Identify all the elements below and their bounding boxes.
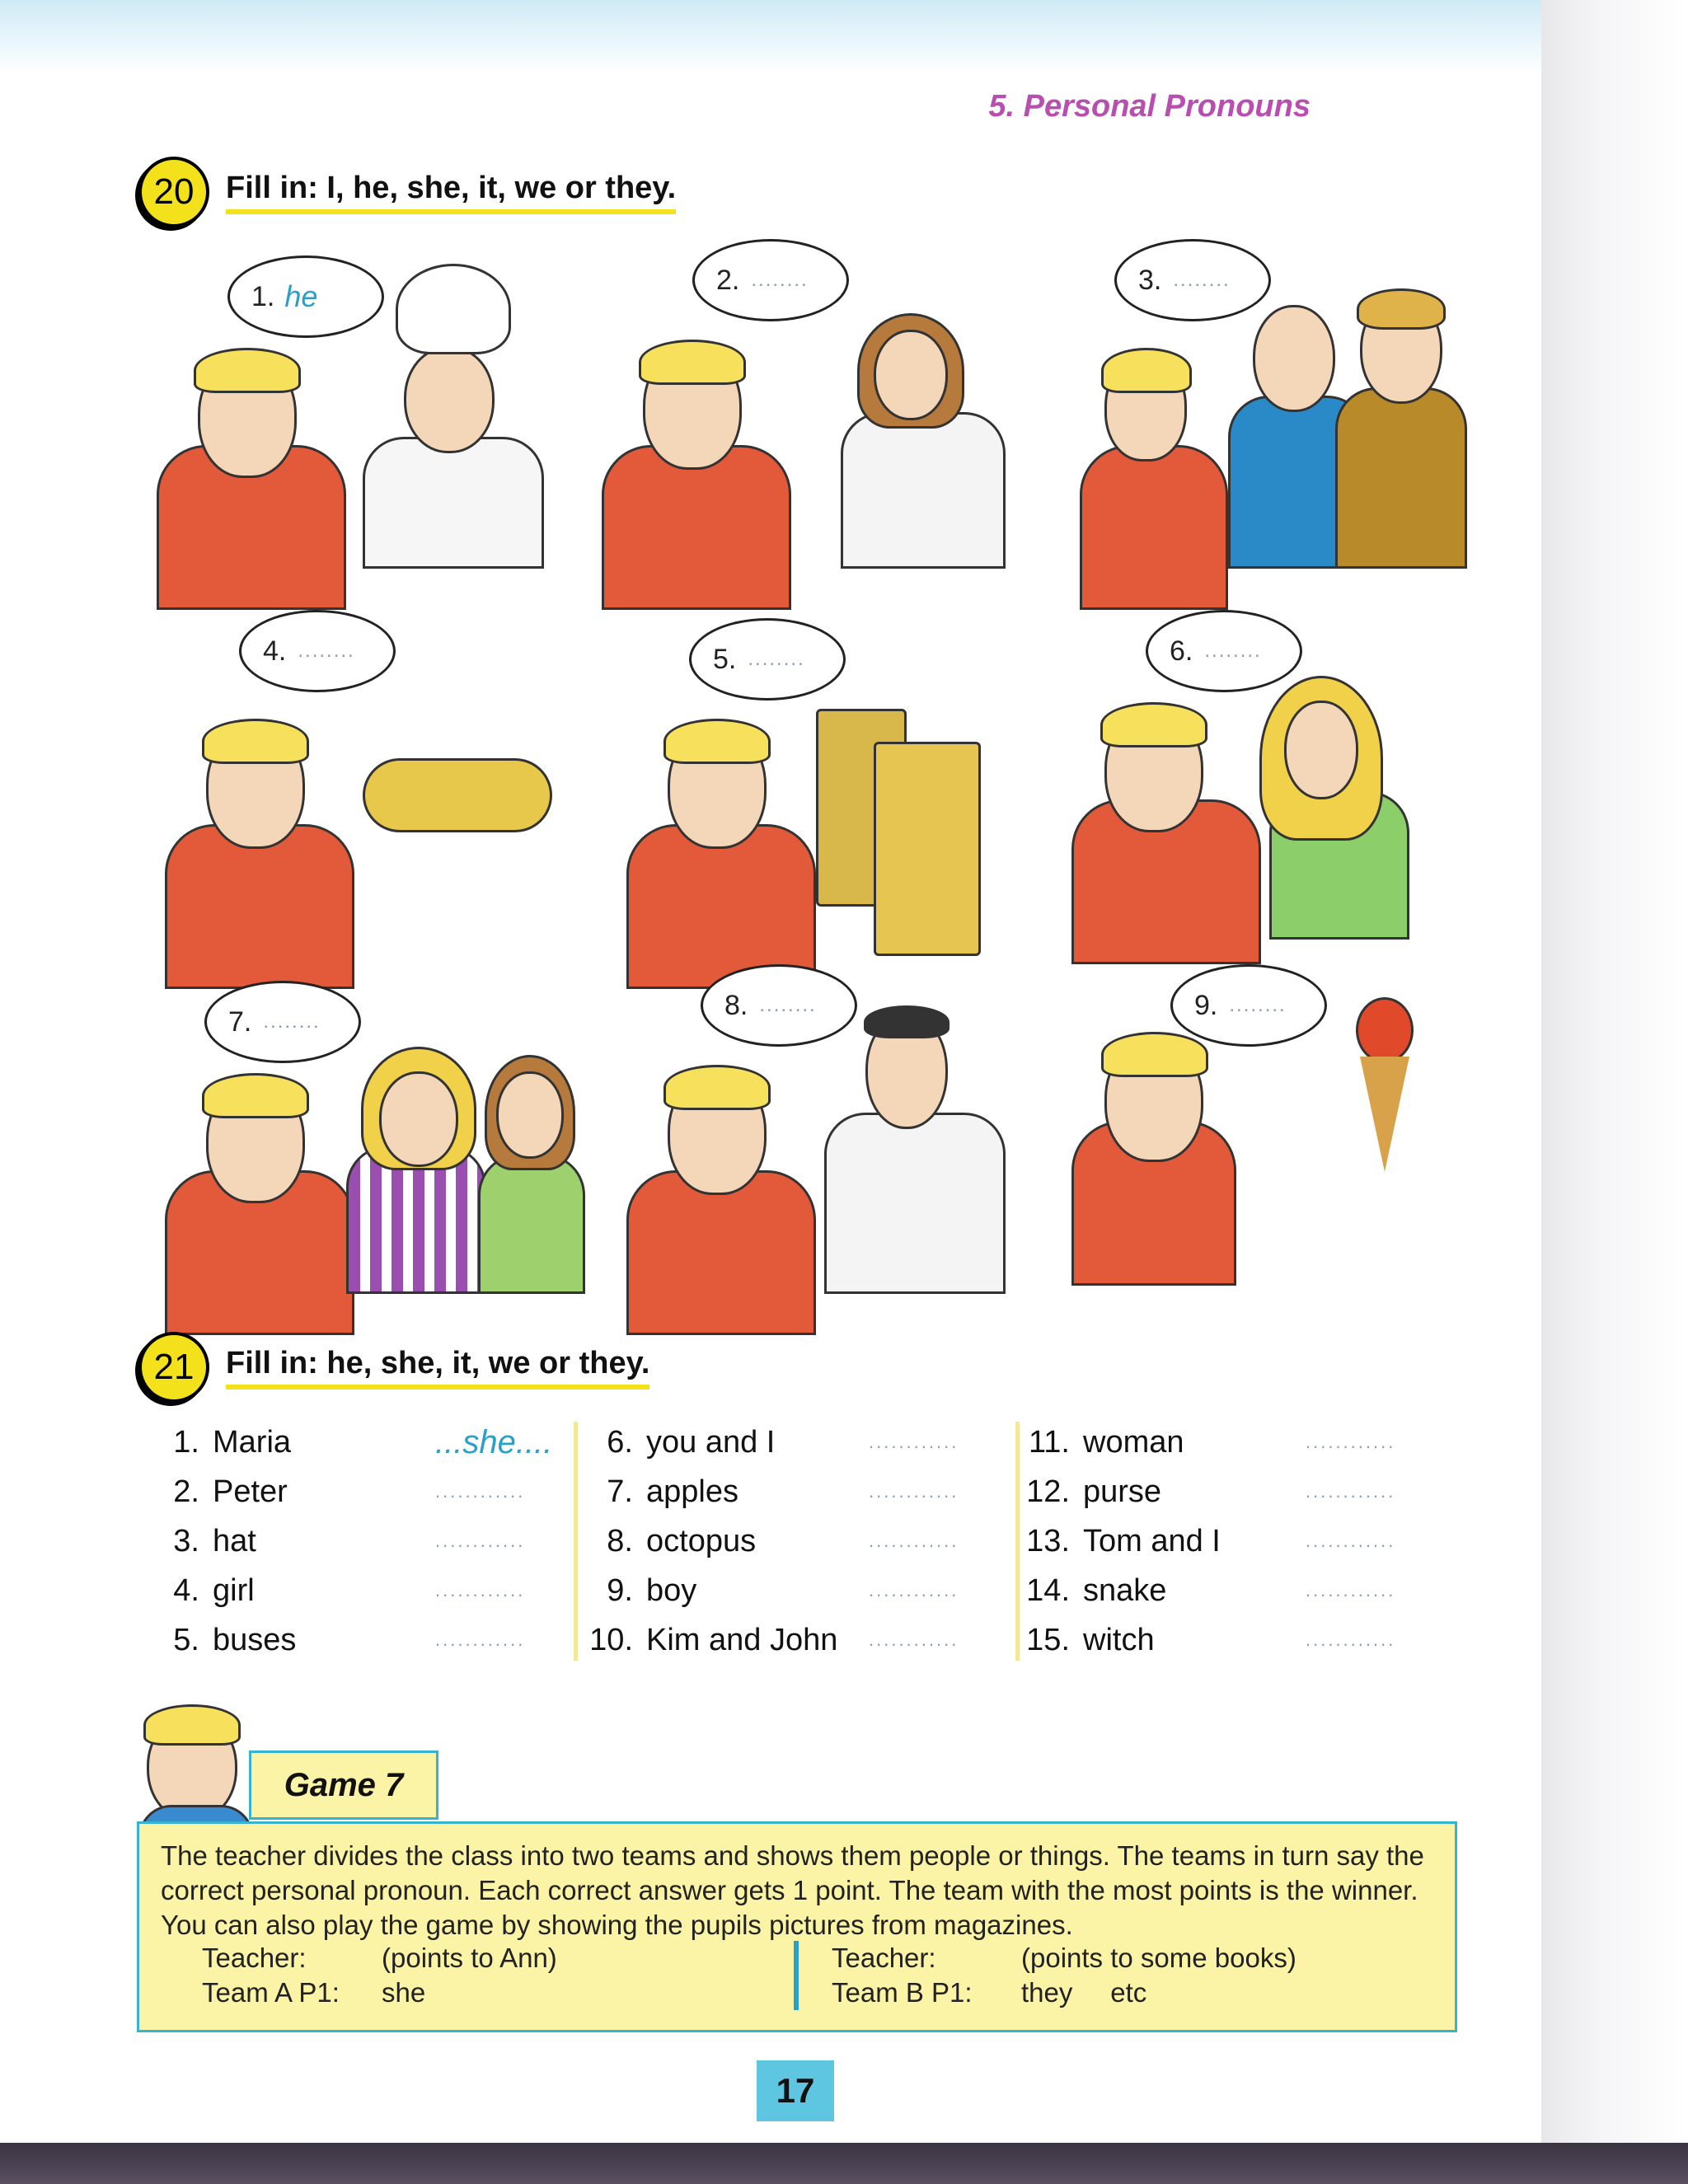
speech-bubble-7 [204, 981, 361, 1063]
dialog-text: (points to Ann) [382, 1943, 557, 1973]
item-answer[interactable]: ............ [1306, 1432, 1396, 1452]
chef-hat-icon [396, 264, 511, 354]
item-word: woman [1083, 1424, 1184, 1460]
item-word: buses [213, 1622, 297, 1657]
woman-head [874, 330, 948, 420]
exercise-20-instruction: Fill in: I, he, she, it, we or they. [226, 171, 676, 214]
item-word: Peter [213, 1474, 288, 1509]
dialog-divider [794, 1941, 799, 2010]
list-item [588, 1566, 1020, 1615]
scene-1 [148, 239, 610, 569]
item-word: Tom and I [1083, 1523, 1221, 1558]
item-number: 15. [1026, 1622, 1070, 1657]
item-answer[interactable]: ............ [1306, 1629, 1396, 1650]
item-answer[interactable]: ............ [1306, 1580, 1396, 1601]
speech-bubble-2 [692, 239, 849, 321]
woman-head [379, 1071, 458, 1167]
boy-hair [1101, 1032, 1208, 1077]
item-answer[interactable]: ...she.... [435, 1423, 553, 1460]
boy-hair [663, 1065, 771, 1110]
speech-bubble-8 [701, 964, 857, 1047]
item-word: Maria [213, 1424, 292, 1460]
page-top-band [0, 0, 1541, 74]
chair-icon [874, 742, 981, 956]
item-word: apples [646, 1474, 738, 1509]
scene-6 [1071, 610, 1533, 940]
list-item [588, 1418, 1020, 1467]
list-item [155, 1615, 584, 1665]
dialog-right [832, 1941, 1296, 2010]
item-answer[interactable]: ............ [1306, 1530, 1396, 1551]
word-column-1 [155, 1418, 584, 1665]
boy-figure [626, 1170, 816, 1335]
man-hair [1357, 288, 1446, 330]
boy-hair [202, 719, 309, 764]
item-word: boy [646, 1572, 697, 1608]
scene-4 [148, 610, 610, 940]
dialog-text: they etc [1021, 1977, 1147, 2008]
dialog-left [202, 1941, 557, 2010]
list-item [155, 1418, 584, 1467]
speech-bubble-5 [689, 618, 846, 701]
section-title: 5. Personal Pronouns [988, 89, 1311, 124]
woman-head [496, 1071, 564, 1159]
doctor-woman-figure [841, 412, 1006, 569]
item-word: octopus [646, 1523, 757, 1558]
item-answer[interactable]: ............ [869, 1629, 959, 1650]
list-item [1025, 1615, 1449, 1665]
game-title: Game 7 [249, 1750, 438, 1820]
bubble-label: 6. [1170, 635, 1193, 667]
game-description: The teacher divides the class into two teams and shows them people or things. The teams in turn say the correct personal pronoun. Each correct answer gets 1 point. The team with the most points is the winner. You can also play the game by showing the pupils pictures from magazines. [161, 1840, 1424, 1940]
item-answer[interactable]: ............ [869, 1530, 959, 1551]
list-item [588, 1615, 1020, 1665]
exercise-21-word-list [155, 1418, 1449, 1665]
bubble-dots: ........ [263, 1010, 321, 1033]
item-number: 12. [1026, 1474, 1070, 1509]
bubble-label: 4. [263, 635, 287, 667]
speech-bubble-6 [1146, 610, 1302, 692]
item-number: 4. [173, 1572, 199, 1608]
list-item [1025, 1566, 1449, 1615]
item-answer[interactable]: ............ [869, 1432, 959, 1452]
scene-2 [602, 239, 1063, 569]
bubble-dots: ........ [1173, 269, 1231, 291]
boy-hair [663, 719, 771, 764]
bubble-answer: he [284, 279, 318, 313]
doctor-hair [864, 1005, 950, 1038]
woman-green-figure [478, 1154, 585, 1294]
chef-figure [363, 437, 544, 569]
exercise-21-instruction: Fill in: he, she, it, we or they. [226, 1346, 649, 1390]
exercise-21-number: 21 [138, 1332, 209, 1403]
list-item [155, 1467, 584, 1516]
scene-7 [165, 964, 626, 1294]
bubble-label: 8. [724, 989, 748, 1021]
dialog-line [832, 1941, 1296, 1975]
item-answer[interactable]: ............ [1306, 1481, 1396, 1502]
exercise-20-number: 20 [138, 157, 209, 227]
boy-hair [1101, 348, 1192, 393]
scene-5 [626, 610, 1088, 940]
item-word: purse [1083, 1474, 1162, 1509]
ice-cream-cone-icon [1360, 1057, 1409, 1172]
boy-hair [1100, 702, 1207, 748]
item-word: Kim and John [646, 1622, 838, 1657]
list-item [588, 1516, 1020, 1566]
word-column-3 [1020, 1418, 1449, 1665]
dialog-role: Team A P1: [202, 1977, 340, 2008]
boy-hair [639, 340, 746, 385]
item-answer[interactable]: ............ [435, 1530, 526, 1551]
bubble-label: 5. [713, 643, 737, 675]
bubble-dots: ........ [748, 648, 805, 670]
man-suit-figure [1335, 387, 1467, 569]
dialog-line [202, 1941, 557, 1975]
bubble-dots: ........ [298, 640, 355, 662]
item-number: 1. [173, 1424, 199, 1460]
item-number: 11. [1028, 1424, 1070, 1460]
list-item [155, 1516, 584, 1566]
bubble-label: 2. [716, 264, 740, 296]
list-item [1025, 1418, 1449, 1467]
bubble-label: 1. [251, 280, 275, 312]
speech-bubble-9 [1170, 964, 1327, 1047]
scene-8 [626, 964, 1088, 1294]
item-answer[interactable]: ............ [435, 1481, 526, 1502]
bubble-dots: ........ [751, 269, 809, 291]
item-word: girl [213, 1572, 255, 1608]
exercise-21-header [138, 1332, 649, 1403]
page-edge [1541, 0, 1688, 2184]
ice-cream-scoop-icon [1356, 997, 1414, 1063]
item-word: you and I [646, 1424, 776, 1460]
column-divider [574, 1422, 578, 1661]
boy-hair [202, 1073, 309, 1118]
bald-man-head [1253, 305, 1335, 412]
bubble-dots: ........ [759, 994, 817, 1016]
dialog-role: Teacher: [202, 1943, 307, 1973]
exercise-20-header [138, 157, 676, 227]
item-answer[interactable]: ............ [435, 1580, 526, 1601]
boy-figure [602, 445, 791, 610]
game-instructions-box [137, 1821, 1457, 2032]
item-number: 9. [607, 1572, 633, 1608]
item-answer[interactable]: ............ [869, 1580, 959, 1601]
item-number: 3. [173, 1523, 199, 1558]
item-word: hat [213, 1523, 256, 1558]
list-item [1025, 1516, 1449, 1566]
scene-9 [1071, 964, 1533, 1294]
speech-bubble-3 [1114, 239, 1271, 321]
item-number: 2. [173, 1474, 199, 1509]
scene-3 [1071, 239, 1533, 569]
page-number: 17 [757, 2060, 834, 2121]
column-divider [1015, 1422, 1020, 1661]
chef-head [404, 346, 495, 453]
page-bottom-shadow [0, 2143, 1688, 2184]
list-item [155, 1566, 584, 1615]
item-number: 8. [607, 1523, 633, 1558]
bubble-label: 7. [228, 1005, 252, 1038]
dialog-line [832, 1975, 1296, 2010]
cat-icon [363, 758, 552, 832]
bubble-label: 9. [1194, 989, 1218, 1021]
dialog-role: Teacher: [832, 1943, 936, 1973]
dialog-role: Team B P1: [832, 1977, 973, 2008]
doctor-figure [824, 1113, 1006, 1294]
item-number: 6. [607, 1424, 633, 1460]
item-answer[interactable]: ............ [869, 1481, 959, 1502]
dialog-text: she [382, 1977, 426, 2008]
list-item [588, 1467, 1020, 1516]
item-answer[interactable]: ............ [435, 1629, 526, 1650]
bubble-dots: ........ [1204, 640, 1262, 662]
speech-bubble-1 [227, 255, 384, 338]
item-number: 5. [173, 1622, 199, 1657]
item-word: witch [1083, 1622, 1155, 1657]
item-number: 14. [1026, 1572, 1070, 1608]
item-number: 10. [589, 1622, 633, 1657]
girl-head [1284, 701, 1358, 799]
bubble-dots: ........ [1229, 994, 1287, 1016]
word-column-2 [584, 1418, 1020, 1665]
list-item [1025, 1467, 1449, 1516]
dialog-line [202, 1975, 557, 2010]
item-number: 7. [607, 1474, 633, 1509]
speech-bubble-4 [239, 610, 396, 692]
boy-hair [194, 348, 301, 393]
dialog-text: (points to some books) [1021, 1943, 1296, 1973]
item-number: 13. [1026, 1523, 1070, 1558]
mascot-boy-icon [138, 1690, 254, 1838]
boy-figure [1080, 445, 1228, 610]
item-word: snake [1083, 1572, 1167, 1608]
bubble-label: 3. [1138, 264, 1162, 296]
